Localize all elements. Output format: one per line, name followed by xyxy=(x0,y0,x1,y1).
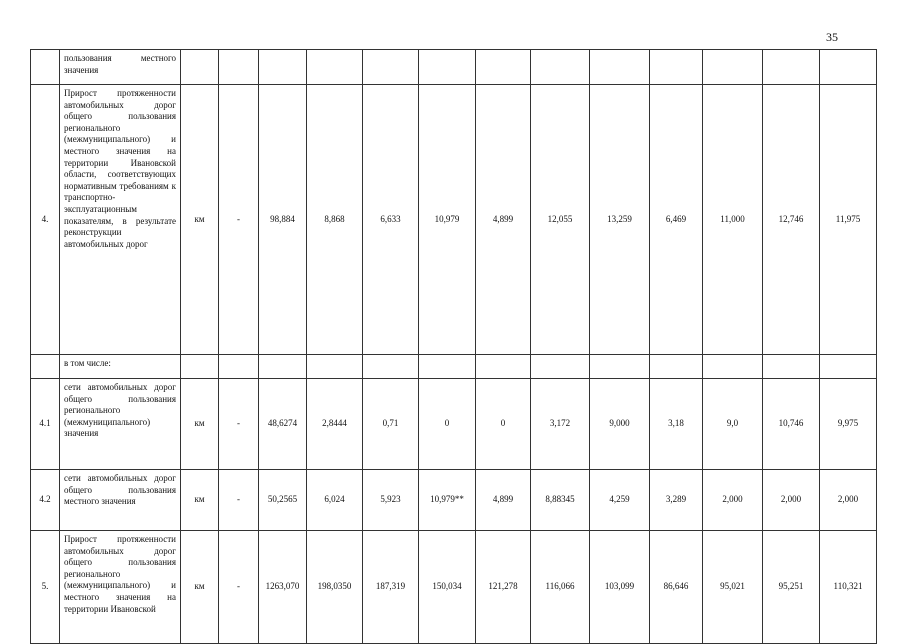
value-cell: 3,172 xyxy=(531,379,590,470)
value-cell xyxy=(363,50,419,85)
table-row xyxy=(31,50,877,85)
value-cell: 10,979 xyxy=(419,85,476,355)
value-cell: 8,868 xyxy=(307,85,363,355)
row-number-cell xyxy=(31,50,60,85)
indicator-name-cell: Прирост протяженности автомобильных дорог общего пользования регионального (межмуниципального) и местного значения на территории Ивановской области, соответствующих нормативным требованиям к транспортно-эксплуатационным показателям, в результате реконструкции автомобильных дорог xyxy=(60,85,181,355)
value-cell: 103,099 xyxy=(590,531,650,644)
value-cell: 9,975 xyxy=(820,379,877,470)
row-number-cell: 4. xyxy=(31,85,60,355)
value-cell xyxy=(476,355,531,379)
value-cell: 150,034 xyxy=(419,531,476,644)
value-cell: 9,000 xyxy=(590,379,650,470)
indicator-name-cell: сети автомобильных дорог общего пользования местного значения xyxy=(60,470,181,531)
value-cell: 2,8444 xyxy=(307,379,363,470)
value-cell: 95,021 xyxy=(703,531,763,644)
value-cell: 86,646 xyxy=(650,531,703,644)
base-value-cell: - xyxy=(219,531,259,644)
value-cell: 11,000 xyxy=(703,85,763,355)
row-number-cell: 4.2 xyxy=(31,470,60,531)
value-cell: 4,259 xyxy=(590,470,650,531)
row-number-cell xyxy=(31,355,60,379)
table-row xyxy=(31,470,877,531)
value-cell: 13,259 xyxy=(590,85,650,355)
base-value-cell xyxy=(219,50,259,85)
value-cell xyxy=(820,355,877,379)
table-row xyxy=(31,355,877,379)
indicator-name-cell: пользования местного значения xyxy=(60,50,181,85)
indicators-table xyxy=(30,49,877,644)
value-cell xyxy=(763,355,820,379)
value-cell: 48,6274 xyxy=(259,379,307,470)
value-cell: 98,884 xyxy=(259,85,307,355)
value-cell xyxy=(763,50,820,85)
value-cell: 0 xyxy=(419,379,476,470)
table-row xyxy=(31,531,877,644)
value-cell: 95,251 xyxy=(763,531,820,644)
base-value-cell: - xyxy=(219,379,259,470)
unit-cell: км xyxy=(181,531,219,644)
value-cell: 12,055 xyxy=(531,85,590,355)
value-cell: 4,899 xyxy=(476,85,531,355)
value-cell xyxy=(476,50,531,85)
value-cell: 11,975 xyxy=(820,85,877,355)
value-cell: 6,469 xyxy=(650,85,703,355)
value-cell: 1263,070 xyxy=(259,531,307,644)
value-cell: 10,746 xyxy=(763,379,820,470)
value-cell xyxy=(531,50,590,85)
indicator-name-cell: в том числе: xyxy=(60,355,181,379)
value-cell xyxy=(419,50,476,85)
value-cell: 50,2565 xyxy=(259,470,307,531)
value-cell xyxy=(531,355,590,379)
value-cell: 2,000 xyxy=(820,470,877,531)
value-cell xyxy=(650,355,703,379)
value-cell: 4,899 xyxy=(476,470,531,531)
page-number: 35 xyxy=(826,30,838,44)
unit-cell: км xyxy=(181,379,219,470)
value-cell: 0 xyxy=(476,379,531,470)
value-cell: 121,278 xyxy=(476,531,531,644)
value-cell: 6,633 xyxy=(363,85,419,355)
base-value-cell xyxy=(219,355,259,379)
value-cell xyxy=(259,355,307,379)
value-cell xyxy=(363,355,419,379)
table-row xyxy=(31,85,877,355)
value-cell xyxy=(307,50,363,85)
base-value-cell: - xyxy=(219,85,259,355)
value-cell: 9,0 xyxy=(703,379,763,470)
value-cell: 198,0350 xyxy=(307,531,363,644)
value-cell: 6,024 xyxy=(307,470,363,531)
unit-cell: км xyxy=(181,85,219,355)
value-cell: 10,979** xyxy=(419,470,476,531)
value-cell: 12,746 xyxy=(763,85,820,355)
value-cell xyxy=(419,355,476,379)
row-number-cell: 5. xyxy=(31,531,60,644)
value-cell: 116,066 xyxy=(531,531,590,644)
base-value-cell: - xyxy=(219,470,259,531)
value-cell xyxy=(590,355,650,379)
value-cell: 187,319 xyxy=(363,531,419,644)
value-cell: 8,88345 xyxy=(531,470,590,531)
value-cell: 110,321 xyxy=(820,531,877,644)
value-cell xyxy=(259,50,307,85)
value-cell xyxy=(703,50,763,85)
value-cell xyxy=(650,50,703,85)
value-cell: 5,923 xyxy=(363,470,419,531)
value-cell xyxy=(307,355,363,379)
value-cell: 2,000 xyxy=(763,470,820,531)
value-cell xyxy=(820,50,877,85)
unit-cell xyxy=(181,50,219,85)
unit-cell: км xyxy=(181,470,219,531)
indicator-name-cell: сети автомобильных дорог общего пользования регионального (межмуниципального) значения xyxy=(60,379,181,470)
value-cell: 3,18 xyxy=(650,379,703,470)
row-number-cell: 4.1 xyxy=(31,379,60,470)
value-cell xyxy=(703,355,763,379)
value-cell: 0,71 xyxy=(363,379,419,470)
table-row xyxy=(31,379,877,470)
value-cell xyxy=(590,50,650,85)
value-cell: 3,289 xyxy=(650,470,703,531)
indicator-name-cell: Прирост протяженности автомобильных дорог общего пользования регионального (межмуниципального) и местного значения на территории Ивановской xyxy=(60,531,181,644)
unit-cell xyxy=(181,355,219,379)
value-cell: 2,000 xyxy=(703,470,763,531)
